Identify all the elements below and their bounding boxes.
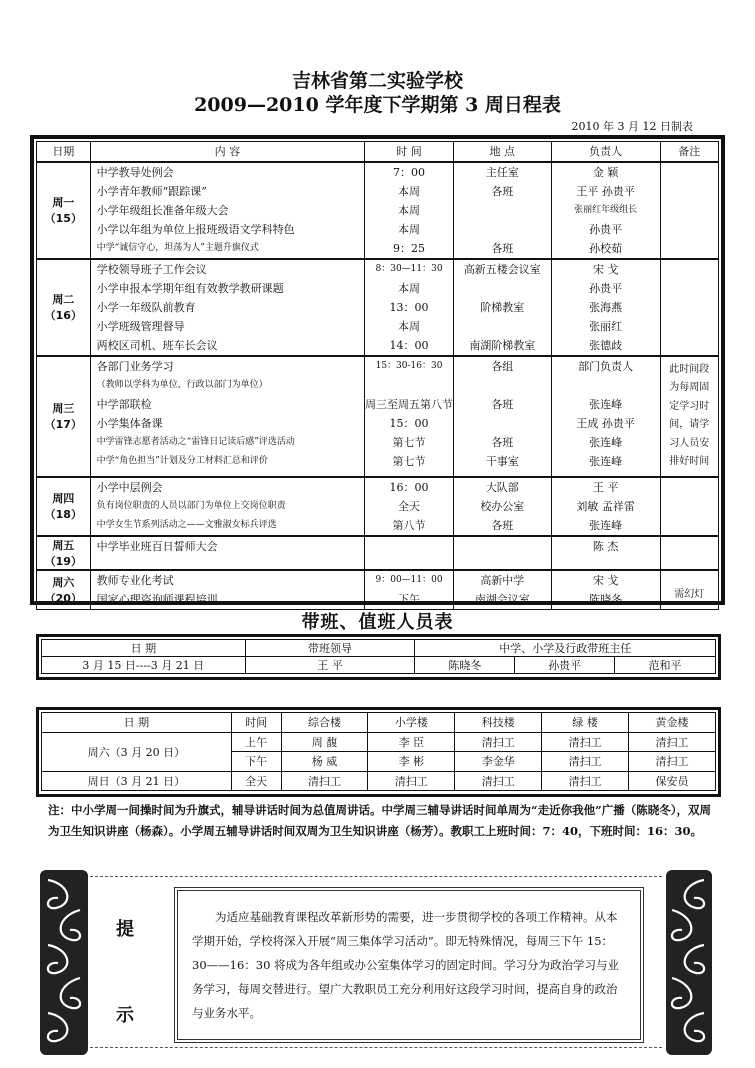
event-person: 部门负责人 (578, 359, 634, 373)
event-note (661, 537, 718, 545)
weekend-cell: 李金华 (455, 752, 542, 772)
event-text: 中学部联检 (96, 397, 152, 411)
weekend-cell: 清扫工 (368, 771, 455, 791)
event-location: 高新中学 (480, 573, 525, 587)
weekend-cell: 周 馥 (281, 732, 368, 752)
event-location (454, 220, 551, 239)
event-time-cell (365, 536, 454, 570)
event-text: 中学“诚信守心，坦荡为人”主题升旗仪式 (96, 242, 259, 253)
event-location: 校办公室 (480, 499, 525, 513)
event-text: 小学以年组为单位上报班级语文学科特色 (96, 222, 295, 236)
event-note-cell (660, 259, 718, 356)
event-person: 宋 戈 (592, 262, 619, 276)
tip-scroll (40, 862, 712, 1062)
event-note-cell (660, 477, 718, 536)
weekend-header: 时间 (231, 713, 281, 733)
scroll-roller-right (666, 870, 712, 1055)
weekend-header: 综合楼 (281, 713, 368, 733)
event-time: 9：25 (393, 241, 426, 255)
event-text-cell (90, 477, 364, 536)
weekend-header-row (42, 713, 716, 733)
event-location (454, 414, 551, 433)
col-time: 时 间 (365, 142, 454, 162)
schedule-header-row (37, 142, 719, 162)
event-location: 各班 (491, 184, 514, 198)
event-text: 学校领导班子工作会议 (96, 262, 207, 276)
event-time: 第七节 (392, 454, 426, 468)
event-location (454, 376, 551, 395)
event-time-cell (365, 259, 454, 356)
event-note-cell (660, 356, 718, 477)
event-time: 本周 (398, 184, 421, 198)
event-time (365, 537, 453, 556)
event-note-cell (660, 536, 718, 570)
event-text: 各部门业务学习 (96, 359, 174, 373)
event-text: 小学班级管理督导 (96, 319, 185, 333)
event-location: 南湖会议室 (474, 592, 530, 606)
event-text: 中学教导处例会 (96, 165, 174, 179)
day-number: （17） (44, 418, 82, 431)
event-location (454, 201, 551, 220)
event-time-cell (365, 570, 454, 610)
weekend-cell: 清扫工 (542, 752, 629, 772)
event-text: 小学一年级队前教育 (96, 300, 196, 314)
event-time: 下午 (398, 592, 421, 606)
weekend-cell: 清扫工 (629, 752, 716, 772)
duty-header-row (42, 640, 716, 657)
event-note-cell (660, 162, 718, 259)
event-text: 小学申报本学期年组有效教学教研课题 (96, 281, 284, 295)
scroll-ornament (666, 870, 712, 1055)
day-row (37, 477, 719, 536)
weekend-cell: 清扫工 (629, 732, 716, 752)
event-text: 小学年级组长准备年级大会 (96, 203, 229, 217)
day-row (37, 536, 719, 570)
event-note-cell (660, 570, 718, 610)
day-cell (37, 356, 91, 477)
day-number: （18） (44, 508, 82, 521)
col-content: 内 容 (90, 142, 364, 162)
event-time-cell (365, 162, 454, 259)
event-location: 阶梯教室 (480, 300, 525, 314)
event-time: 8：30—11：30 (375, 263, 443, 274)
event-location: 干事室 (485, 454, 519, 468)
event-person: 王成 孙贵平 (576, 416, 635, 430)
event-time-cell (365, 356, 454, 477)
event-person: 张连峰 (589, 397, 623, 411)
day-row (37, 259, 719, 356)
event-text-cell (90, 536, 364, 570)
event-location-cell (454, 570, 552, 610)
col-note: 备注 (660, 142, 718, 162)
day-cell (37, 259, 91, 356)
event-person-cell (551, 477, 660, 536)
day-cell (37, 477, 91, 536)
event-time: 全天 (398, 499, 421, 513)
event-person-cell (551, 570, 660, 610)
event-person (552, 376, 660, 395)
school-title: 吉林省第二实验学校 (291, 70, 463, 92)
col-person: 负责人 (551, 142, 660, 162)
day-name: 周一 (52, 196, 75, 209)
day-name: 周四 (52, 492, 75, 505)
event-time: 本周 (398, 203, 421, 217)
weekend-cell: 李 彬 (368, 752, 455, 772)
event-location-cell (454, 356, 552, 477)
event-text: 中学“角色担当”计划及分工材料汇总和评价 (96, 455, 268, 466)
duty-head: 孙贵平 (515, 657, 615, 674)
event-person: 宋 戈 (592, 573, 619, 587)
event-text: 负有岗位职责的人员以部门为单位上交岗位职责 (96, 500, 286, 511)
weekend-header: 绿 楼 (542, 713, 629, 733)
weekend-cell: 上午 (231, 732, 281, 752)
weekend-row (42, 732, 716, 752)
event-location-cell (454, 259, 552, 356)
event-person: 孙校茹 (589, 241, 623, 255)
made-date: 2010 年 3 月 12 日制表 (571, 120, 693, 133)
event-location: 南湖阶梯教室 (469, 338, 536, 352)
duty-header-heads: 中学、小学及行政带班主任 (415, 640, 716, 657)
event-person-cell (551, 259, 660, 356)
event-person: 陈晓冬 (589, 592, 623, 606)
weekend-header: 日 期 (42, 713, 232, 733)
event-time: 本周 (398, 319, 421, 333)
event-time: 16：00 (389, 480, 429, 494)
event-person: 孙贵平 (589, 281, 623, 295)
event-text-cell (90, 259, 364, 356)
event-location: 大队部 (485, 480, 519, 494)
event-location: 各组 (491, 359, 514, 373)
day-name: 周二 (52, 293, 75, 306)
day-name: 周六 (52, 575, 75, 589)
event-location (454, 317, 551, 336)
day-name: 周五 (52, 538, 75, 552)
event-text-cell (90, 356, 364, 477)
duty-head: 陈晓冬 (415, 657, 515, 674)
event-person: 孙贵平 (589, 222, 623, 236)
duty-date: 3 月 15 日----3 月 21 日 (42, 657, 246, 674)
duty-header-date: 日 期 (42, 640, 246, 657)
event-note: 此时间段为每周固定学习时间，请学习人员安排好时间 (669, 363, 710, 467)
event-time (365, 376, 453, 395)
duty-head: 范和平 (615, 657, 716, 674)
event-location (454, 279, 551, 298)
sunday-label: 周日（3 月 21 日） (42, 771, 232, 791)
event-text-cell (90, 162, 364, 259)
event-time: 15：30-16：30 (375, 360, 443, 371)
weekend-cell: 清扫工 (281, 771, 368, 791)
event-person-cell (551, 536, 660, 570)
event-text: （教师以学科为单位，行政以部门为单位） (96, 379, 268, 390)
col-location: 地 点 (454, 142, 552, 162)
col-date: 日期 (37, 142, 91, 162)
event-time: 7：00 (393, 165, 426, 179)
event-text: 中学雷锋志愿者活动之“雷锋日记读后感”评选活动 (96, 436, 295, 447)
event-location (454, 537, 551, 556)
scroll-ornament (40, 870, 88, 1055)
event-person: 张丽红 (589, 319, 623, 333)
duty-title: 带班、值班人员表 (301, 612, 454, 633)
event-text: 中学女生节系列活动之——文雅淑女标兵评选 (96, 519, 277, 530)
event-person-cell (551, 356, 660, 477)
event-person: 王平 孙贵平 (576, 184, 635, 198)
event-text: 教师专业化考试 (96, 573, 174, 587)
event-person: 金 颖 (592, 165, 619, 179)
event-location: 各班 (491, 241, 514, 255)
event-person: 张海燕 (589, 300, 623, 314)
weekend-cell: 全天 (231, 771, 281, 791)
weekend-cell: 杨 威 (281, 752, 368, 772)
event-location-cell (454, 536, 552, 570)
weekend-header: 科技楼 (455, 713, 542, 733)
duty-row (42, 657, 716, 674)
day-number: （15） (44, 212, 82, 225)
event-person: 陈 杰 (592, 539, 619, 553)
weekend-cell: 保安员 (629, 771, 716, 791)
tip-word: 提 (116, 919, 134, 940)
duty-table (41, 639, 716, 674)
day-row (37, 356, 719, 477)
event-text: 两校区司机、班车长会议 (96, 338, 218, 352)
event-location: 高新五楼会议室 (463, 262, 541, 276)
saturday-label: 周六（3 月 20 日） (42, 732, 232, 771)
day-cell (37, 162, 91, 259)
event-note: 需幻灯 (674, 589, 705, 600)
tip-text: 为适应基础教育课程改革新形势的需要，进一步贯彻学校的各项工作精神。从本学期开始，学校将深入开展“周三集体学习活动”。即无特殊情况，每周三下午 15：30——16：30 将成为各年组或办公室集体学习的固定时间。学习分为政治学习与业务学习，每周交替进行。望广大教职员工充分利用好这段学习时间，提高自身的政治与业务水平。 (174, 887, 644, 1043)
event-time-cell (365, 477, 454, 536)
event-text: 国家心理咨询师课程培训 (96, 592, 218, 606)
event-time: 第八节 (392, 518, 426, 532)
event-text: 小学集体备课 (96, 416, 163, 430)
weekend-cell: 下午 (231, 752, 281, 772)
day-cell (37, 536, 91, 570)
day-row (37, 162, 719, 259)
weekend-cell: 清扫工 (542, 771, 629, 791)
weekend-cell: 李 臣 (368, 732, 455, 752)
duty-leader: 王 平 (245, 657, 415, 674)
event-location: 各班 (491, 435, 514, 449)
footnote: 注：中小学周一间操时间为升旗式，辅导讲话时间为总值周讲话。中学周三辅导讲话时间单周为“走近你我他”广播（陈晓冬），双周为卫生知识讲座（杨森）。小学周五辅导讲话时间双周为卫生知识讲座（杨芳）。教职工上班时间：7：40，下班时间：16：30。 (48, 803, 711, 838)
day-name: 周三 (52, 402, 75, 415)
duty-header-leader: 带班领导 (245, 640, 415, 657)
event-person: 张德歧 (589, 338, 623, 352)
scroll-roller-left (40, 870, 88, 1055)
event-person: 王 平 (592, 480, 619, 494)
event-person-cell (551, 162, 660, 259)
weekend-row (42, 771, 716, 791)
schedule-body (37, 162, 719, 610)
event-text: 小学青年教师“跟踪课” (96, 184, 207, 198)
event-person: 张连峰 (589, 518, 623, 532)
event-time: 周三至周五第八节 (365, 397, 454, 411)
event-person: 张丽红年级组长 (574, 204, 638, 215)
weekend-header: 小学楼 (368, 713, 455, 733)
event-note (661, 260, 718, 268)
event-person: 刘敏 孟祥雷 (576, 499, 635, 513)
weekend-cell: 清扫工 (455, 771, 542, 791)
event-time: 9：00—11：00 (375, 574, 443, 585)
event-location-cell (454, 162, 552, 259)
weekend-table (41, 712, 716, 791)
weekend-header: 黄金楼 (629, 713, 716, 733)
day-number: （20） (44, 591, 82, 605)
event-location: 各班 (491, 518, 514, 532)
day-cell (37, 570, 91, 610)
tip-panel (90, 876, 662, 1048)
day-row (37, 570, 719, 610)
event-time: 第七节 (392, 435, 426, 449)
schedule-title: 2009—2010 学年度下学期第 3 周日程表 (194, 94, 561, 116)
event-time: 14：00 (389, 338, 429, 352)
event-note (661, 163, 718, 171)
weekend-cell: 清扫工 (455, 732, 542, 752)
event-time: 15：00 (389, 416, 429, 430)
event-text-cell (90, 570, 364, 610)
event-location: 各班 (491, 397, 514, 411)
tip-word: 示 (116, 1005, 134, 1026)
event-time: 本周 (398, 281, 421, 295)
event-note (661, 478, 718, 486)
day-number: （16） (44, 309, 82, 322)
weekend-cell: 清扫工 (542, 732, 629, 752)
event-person: 张连峰 (589, 435, 623, 449)
event-text: 小学中层例会 (96, 480, 163, 494)
event-time: 13：00 (389, 300, 429, 314)
event-time: 本周 (398, 222, 421, 236)
schedule-table (36, 141, 719, 610)
event-location-cell (454, 477, 552, 536)
event-text: 中学毕业班百日誓师大会 (96, 539, 218, 553)
day-number: （19） (44, 554, 82, 568)
event-location: 主任室 (485, 165, 519, 179)
event-person: 张连峰 (589, 454, 623, 468)
